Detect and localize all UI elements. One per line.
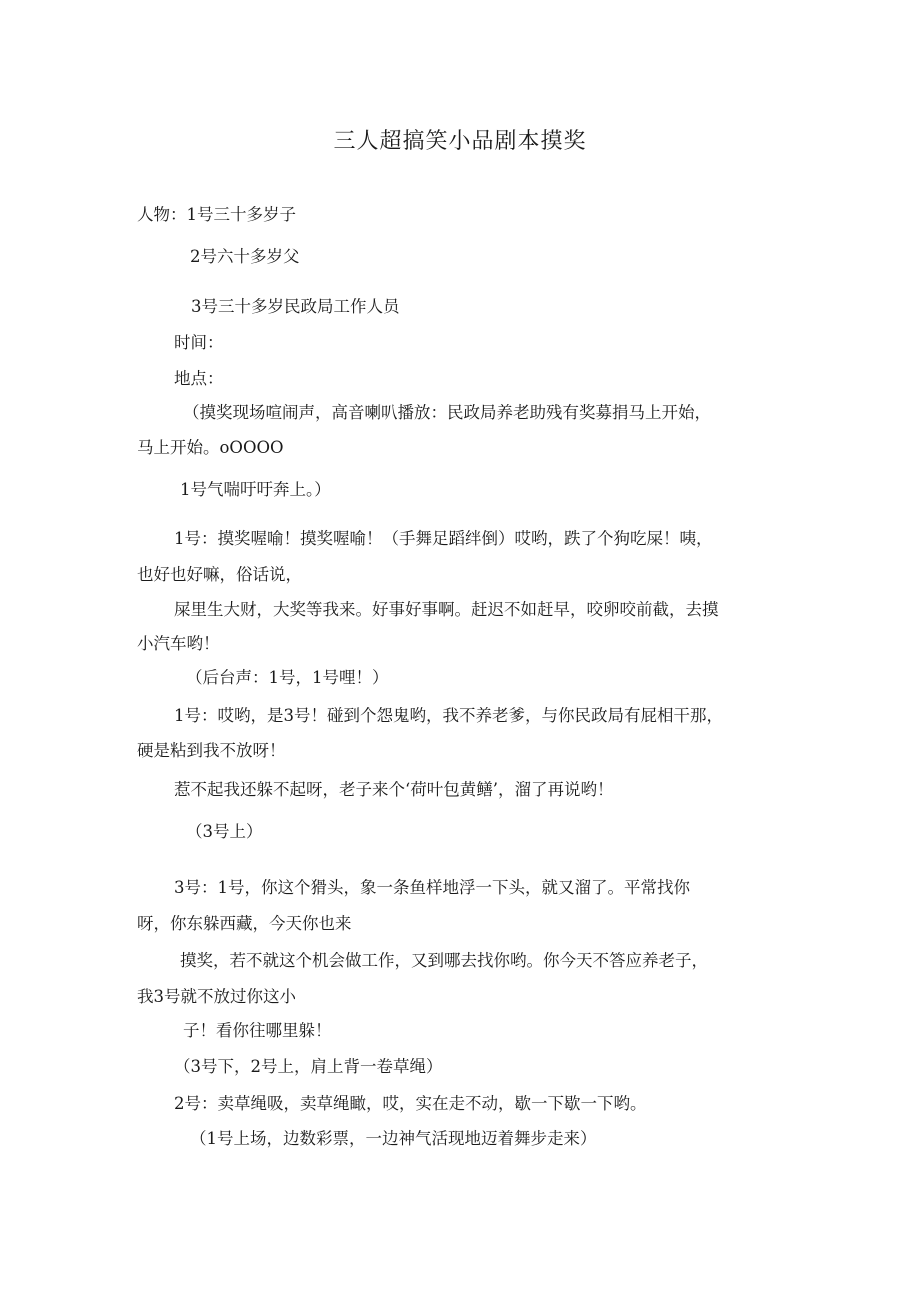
stage-direction-line: （3号下，2号上，肩上背一卷草绳）	[174, 1057, 443, 1076]
stage-direction-line: （1号上场，边数彩票，一边神气活现地迈着舞步走来）	[190, 1129, 597, 1148]
time-line: 时间：	[174, 333, 224, 352]
stage-direction-line: （摸奖现场喧闹声，高音喇叭播放：民政局养老助残有奖募捐马上开始，	[183, 403, 711, 422]
dialogue-line: 惹不起我还躲不起呀，老子来个‘荷叶包黄鳝’，溜了再说哟！	[174, 780, 614, 799]
dialogue-line: 硬是粘到我不放呀！	[137, 741, 286, 760]
document-title: 三人超搞笑小品剧本摸奖	[333, 129, 587, 154]
cast-line-3: 3号三十多岁民政局工作人员	[191, 297, 400, 316]
stage-direction-line: 马上开始。oOOOO	[137, 438, 284, 457]
stage-direction-line: （3号上）	[186, 822, 263, 841]
dialogue-line: 子！看你往哪里躲！	[183, 1021, 332, 1040]
cast-line-1: 人物：1号三十多岁子	[137, 205, 296, 224]
cast-line-2: 2号六十多岁父	[190, 247, 300, 266]
dialogue-line: 3号：1号，你这个猾头，象一条鱼样地浮一下头，就又溜了。平常找你	[174, 878, 690, 897]
dialogue-line: 摸奖，若不就这个机会做工作，又到哪去找你哟。你今天不答应养老子，	[180, 951, 708, 970]
dialogue-line: 也好也好嘛，俗话说，	[137, 565, 302, 584]
place-line: 地点：	[174, 369, 224, 388]
dialogue-line: 屎里生大财，大奖等我来。好事好事啊。赶迟不如赶早，咬卵咬前截，去摸	[174, 600, 719, 619]
stage-direction-line: （后台声：1号，1号哩！）	[186, 668, 389, 687]
dialogue-line: 1号：摸奖喔喻！摸奖喔喻！（手舞足蹈绊倒）哎哟，跌了个狗吃屎！咦，	[174, 529, 713, 548]
stage-direction-line: 1号气喘吁吁奔上。）	[180, 480, 331, 499]
dialogue-line: 1号：哎哟，是3号！碰到个怨鬼哟，我不养老爹，与你民政局有屁相干那，	[174, 706, 723, 725]
dialogue-line: 小汽车哟！	[137, 634, 220, 653]
dialogue-line: 2号：卖草绳吸，卖草绳瞰，哎，实在走不动，歇一下歇一下哟。	[174, 1094, 647, 1113]
dialogue-line: 呀，你东躲西藏，今天你也来	[137, 914, 352, 933]
dialogue-line: 我3号就不放过你这小	[137, 987, 296, 1006]
